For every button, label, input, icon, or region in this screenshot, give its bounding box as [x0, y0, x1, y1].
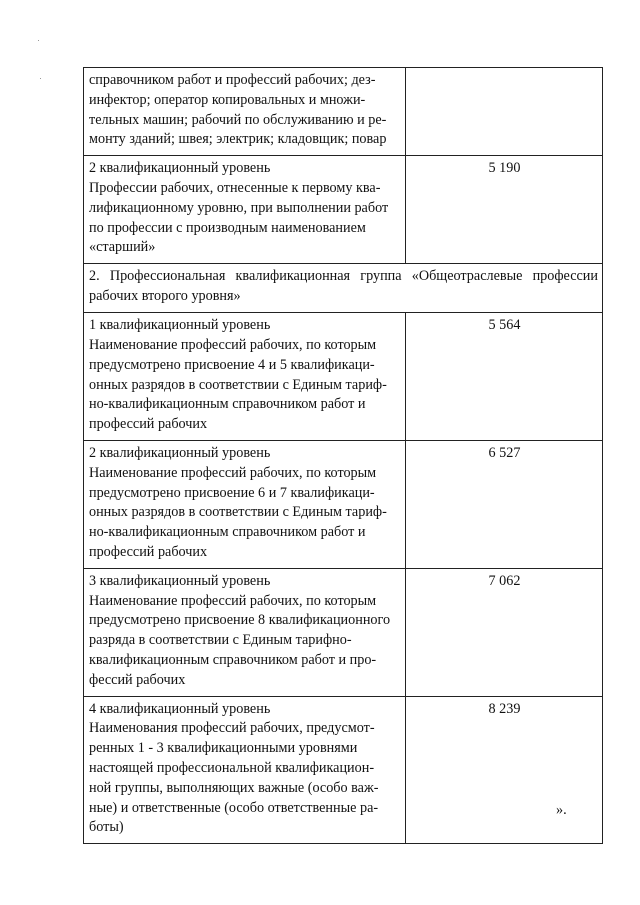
profession-cell: 1 квалификационный уровень Наименование профессий рабочих, по которым предусмотрено присвоение 4 и 5 квалификаци- онных разрядов в соответствии с Единым тариф- но-квалификационным справочником работ и профессий рабочих [84, 313, 406, 441]
table-row [84, 696, 603, 844]
profession-cell: 3 квалификационный уровень Наименование профессий рабочих, по которым предусмотрено присвоение 8 квалификационного разряда в соответствии с Единым тарифно- квалификационным справочником работ и про- фессий рабочих [84, 568, 406, 696]
profession-cell: 2 квалификационный уровень Наименование профессий рабочих, по которым предусмотрено присвоение 6 и 7 квалификаци- онных разрядов в соответствии с Единым тариф- но-квалификационным справочником работ и профессий рабочих [84, 440, 406, 568]
table-row [84, 440, 603, 568]
salary-table [83, 67, 603, 844]
scan-artifact [38, 40, 39, 41]
table-row [84, 156, 603, 264]
salary-cell [406, 68, 603, 156]
salary-cell: 7 062 [406, 568, 603, 696]
table-row [84, 313, 603, 441]
profession-cell: 4 квалификационный уровень Наименования профессий рабочих, предусмот- ренных 1 - 3 квалификационными уровнями настоящей профессиональной квалификацион- ной группы, выполняющих важные (особо важ- ные) и ответственные (особо ответственные ра- боты) [84, 696, 406, 844]
salary-cell: 6 527 [406, 440, 603, 568]
table-row [84, 68, 603, 156]
salary-cell: 8 239 [406, 696, 603, 844]
salary-cell: 5 564 [406, 313, 603, 441]
closing-quote-mark: ». [556, 802, 567, 818]
group-title: 2. Профессиональная квалификационная группа «Общеотраслевые профессии рабочих второго уровня» [84, 264, 603, 313]
scan-artifact [40, 78, 41, 79]
salary-cell: 5 190 [406, 156, 603, 264]
profession-cell: 2 квалификационный уровень Профессии рабочих, отнесенные к первому ква- лификационному уровню, при выполнении работ по профессии с производным наименованием «старший» [84, 156, 406, 264]
table-row [84, 568, 603, 696]
profession-cell: справочником работ и профессий рабочих; дез- инфектор; оператор копировальных и множи- тельных машин; рабочий по обслуживанию и ре- монту зданий; швея; электрик; кладовщик; повар [84, 68, 406, 156]
group-header-row [84, 264, 603, 313]
